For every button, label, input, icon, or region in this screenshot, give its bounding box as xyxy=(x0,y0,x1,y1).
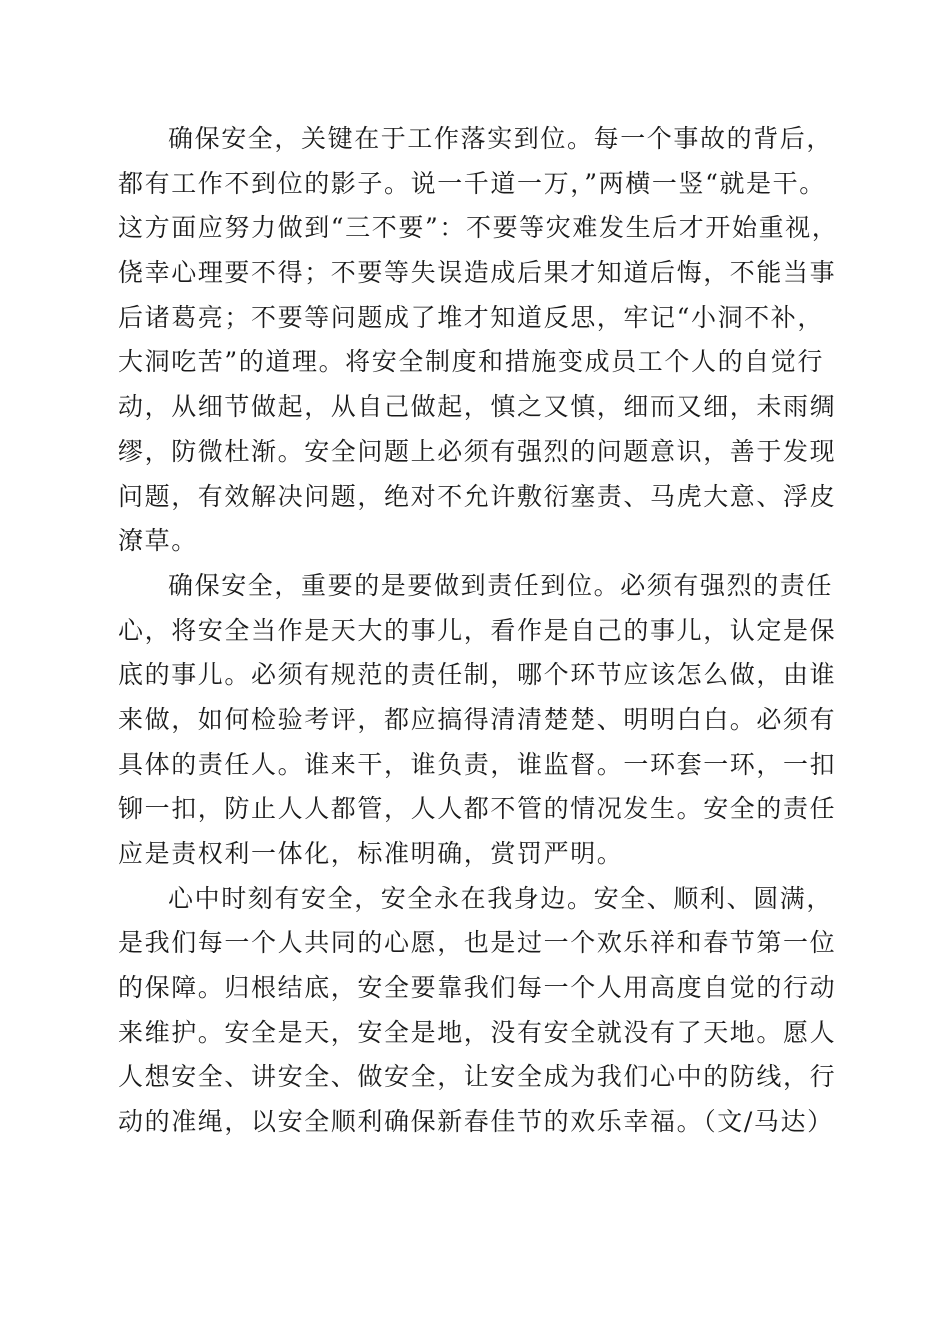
text-line: 底的事儿。必须有规范的责任制，哪个环节应该怎么做，由谁 xyxy=(118,660,837,690)
text-line: 确保安全，重要的是要做到责任到位。必须有强烈的责任 xyxy=(168,570,834,600)
text-line: 动的准绳，以安全顺利确保新春佳节的欢乐幸福。（文/马达） xyxy=(118,1107,834,1137)
text-line: 人想安全、讲安全、做安全，让安全成为我们心中的防线，行 xyxy=(118,1062,837,1092)
text-line: 心，将安全当作是天大的事儿，看作是自己的事儿，认定是保 xyxy=(118,615,837,645)
text-line: 来维护。安全是天，安全是地，没有安全就没有了天地。愿人 xyxy=(118,1017,837,1047)
paragraph-1 xyxy=(118,117,838,564)
article-body xyxy=(118,117,838,1145)
text-line: 具体的责任人。谁来干，谁负责，谁监督。一环套一环，一扣 xyxy=(118,749,837,779)
text-line: 潦草。 xyxy=(118,526,198,556)
text-line: 的保障。归根结底，安全要靠我们每一个人用高度自觉的行动 xyxy=(118,973,837,1003)
text-line: 确保安全，关键在于工作落实到位。每一个事故的背后， xyxy=(168,124,834,153)
text-line: 应是责权利一体化，标准明确，赏罚严明。 xyxy=(118,839,624,868)
text-line: 来做，如何检验考评，都应搞得清清楚楚、明明白白。必须有 xyxy=(118,704,837,734)
text-line: 是我们每一个人共同的心愿，也是过一个欢乐祥和春节第一位 xyxy=(118,928,837,958)
text-line: 缪，防微杜渐。安全问题上必须有强烈的问题意识，善于发现 xyxy=(118,436,837,466)
text-line: 心中时刻有安全，安全永在我身边。安全、顺利、圆满， xyxy=(168,883,834,913)
text-line: 问题，有效解决问题，绝对不允许敷衍塞责、马虎大意、浮皮 xyxy=(118,481,837,511)
text-line: 侥幸心理要不得；不要等失误造成后果才知道后悔，不能当事 xyxy=(118,258,837,288)
text-line: 这方面应努力做到“三不要”：不要等灾难发生后才开始重视， xyxy=(118,213,839,243)
paragraph-3 xyxy=(118,877,838,1145)
text-line: 动，从细节做起，从自己做起，慎之又慎，细而又细，未雨绸 xyxy=(118,392,837,422)
text-line: 都有工作不到位的影子。说一千道一万，”两横一竖“就是干。 xyxy=(118,168,826,198)
text-line: 铆一扣，防止人人都管，人人都不管的情况发生。安全的责任 xyxy=(118,794,837,824)
text-line: 大洞吃苦”的道理。将安全制度和措施变成员工个人的自觉行 xyxy=(118,347,824,377)
paragraph-2 xyxy=(118,564,838,877)
text-line: 后诸葛亮；不要等问题成了堆才知道反思，牢记“小洞不补， xyxy=(118,302,824,332)
